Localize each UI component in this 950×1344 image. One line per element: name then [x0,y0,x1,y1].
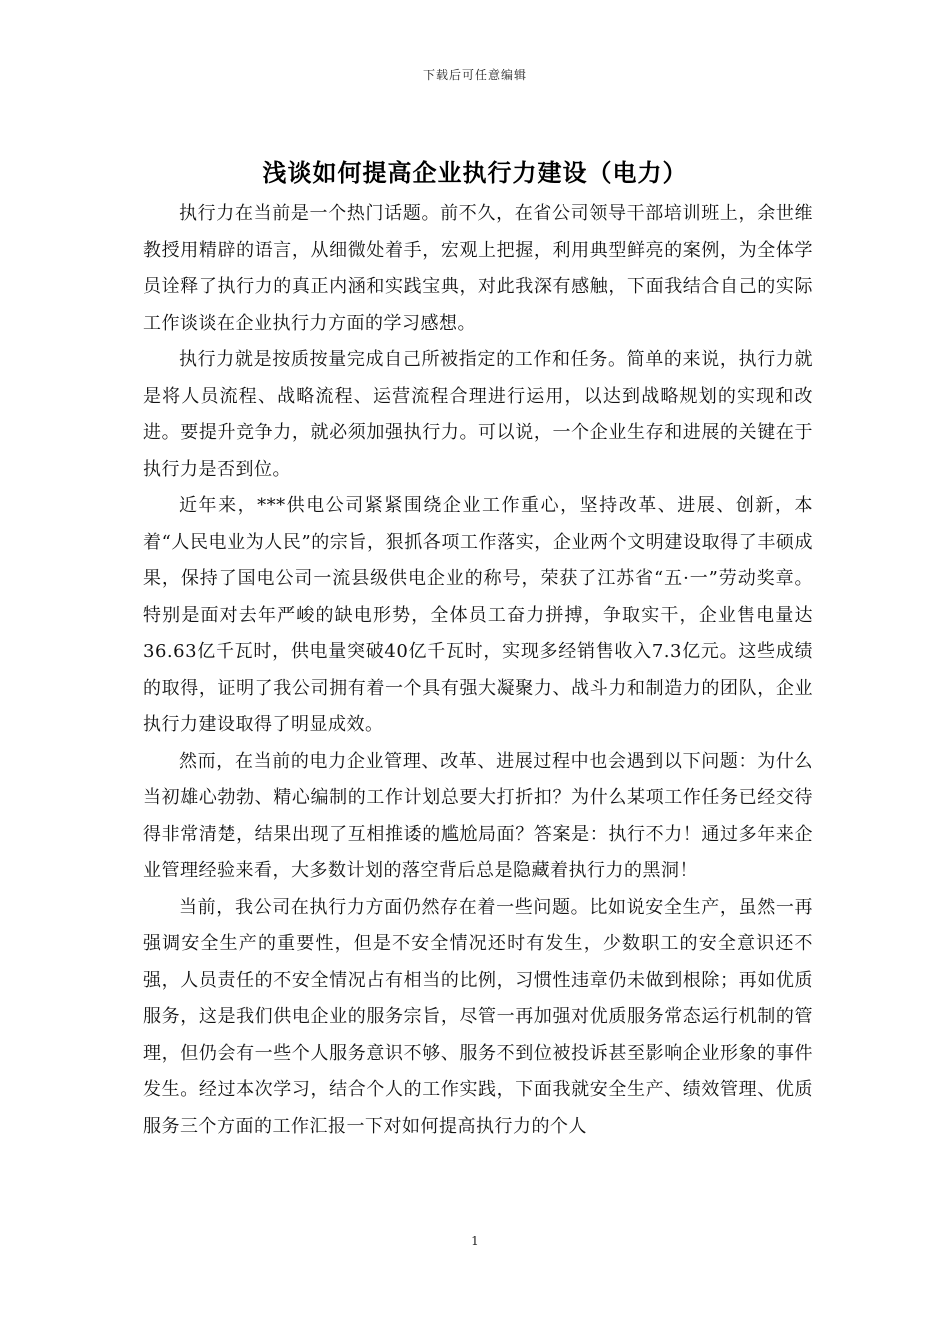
page-number: 1 [471,1234,479,1248]
paragraph: 当前，我公司在执行力方面仍然存在着一些问题。比如说安全生产，虽然一再强调安全生产的重要性，但是不安全情况还时有发生，少数职工的安全意识还不强，人员责任的不安全情况占有相当的比例，习惯性违章仍未做到根除；再如优质服务，这是我们供电企业的服务宗旨，尽管一再加强对优质服务常态运行机制的管理，但仍会有一些个人服务意识不够、服务不到位被投诉甚至影响企业形象的事件发生。经过本次学习，结合个人的工作实践，下面我就安全生产、绩效管理、优质服务三个方面的工作汇报一下对如何提高执行力的个人 [143,896,813,1137]
paragraph: 近年来，***供电公司紧紧围绕企业工作重心，坚持改革、进展、创新，本着“人民电业为人民”的宗旨，狠抓各项工作落实，企业两个文明建设取得了丰硕成果，保持了国电公司一流县级供电企业的称号，荣获了江苏省“五·一”劳动奖章。特别是面对去年严峻的缺电形势，全体员工奋力拼搏，争取实干，企业售电量达36.63亿千瓦时，供电量突破40亿千瓦时，实现多经销售收入7.3亿元。这些成绩的取得，证明了我公司拥有着一个具有强大凝聚力、战斗力和制造力的团队，企业执行力建设取得了明显成效。 [143,495,813,735]
paragraph: 然而，在当前的电力企业管理、改革、进展过程中也会遇到以下问题：为什么当初雄心勃勃、精心编制的工作计划总要大打折扣？为什么某项工作任务已经交待得非常清楚，结果出现了互相推诿的尴尬局面？答案是：执行不力！通过多年来企业管理经验来看，大多数计划的落空背后总是隐藏着执行力的黑洞！ [143,750,813,881]
document-title: 浅谈如何提高企业执行力建设（电力） [262,158,688,187]
document-body [143,196,813,1145]
paragraph: 执行力就是按质按量完成自己所被指定的工作和任务。简单的来说，执行力就是将人员流程、战略流程、运营流程合理进行运用，以达到战略规划的实现和改进。要提升竞争力，就必须加强执行力。可以说，一个企业生存和进展的关键在于执行力是否到位。 [143,349,813,480]
paragraph: 执行力在当前是一个热门话题。前不久，在省公司领导干部培训班上，余世维教授用精辟的语言，从细微处着手，宏观上把握，利用典型鲜亮的案例，为全体学员诠释了执行力的真正内涵和实践宝典，对此我深有感触，下面我结合自己的实际工作谈谈在企业执行力方面的学习感想。 [143,203,813,334]
header-note: 下载后可任意编辑 [422,68,527,82]
